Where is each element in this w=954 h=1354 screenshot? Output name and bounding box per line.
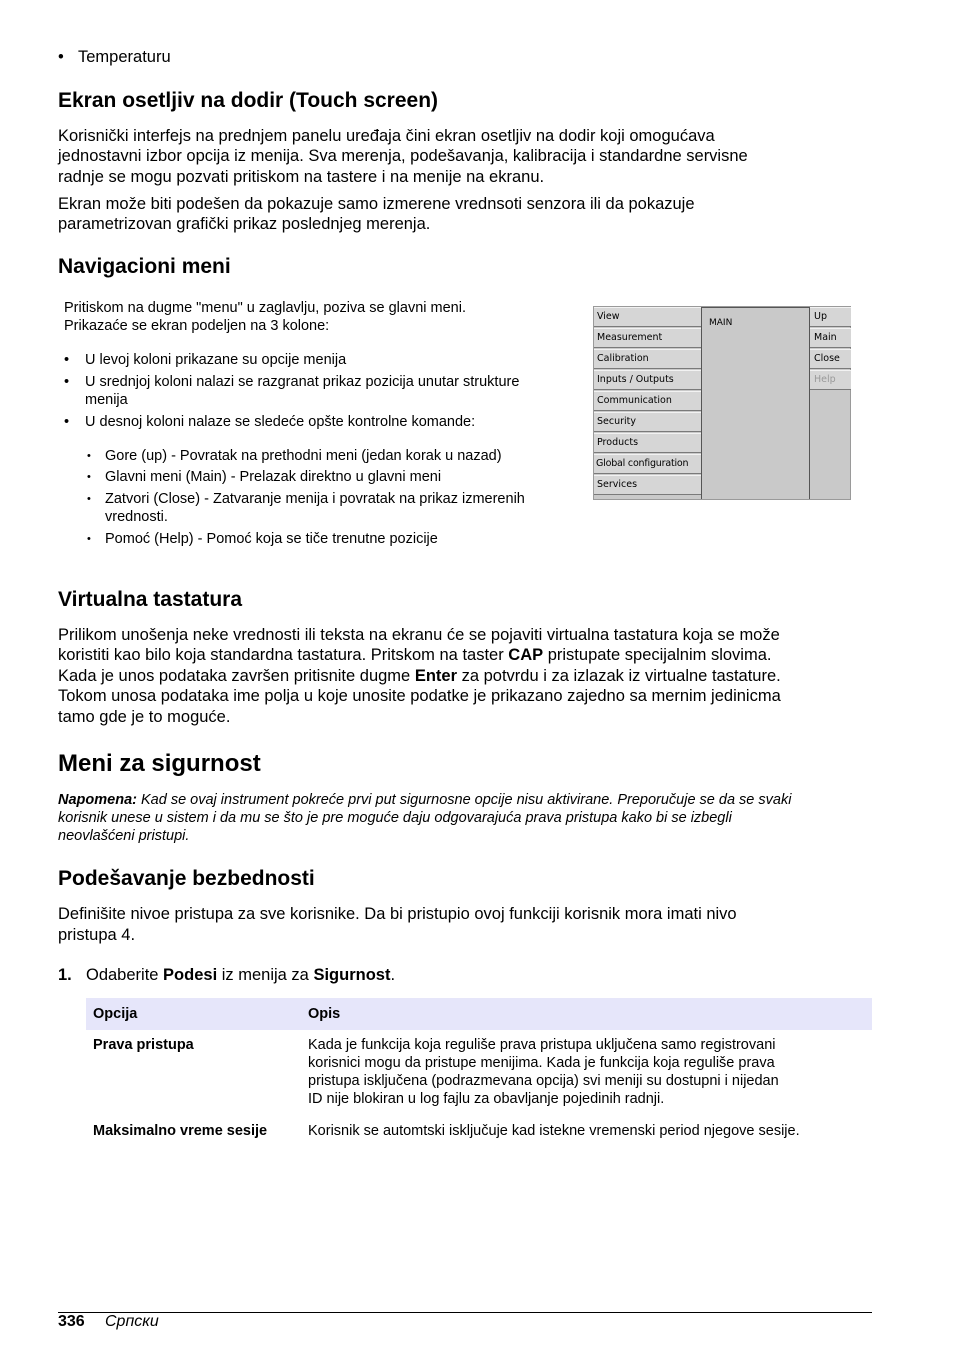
sub-bullet-up: Gore (up) - Povratak na prethodni meni (jedan korak u nazad) — [105, 448, 502, 464]
table-row-option: Prava pristupa — [93, 1037, 194, 1053]
virtual-paragraph-line — [58, 645, 771, 666]
menu-item-calibration[interactable]: Calibration — [594, 349, 701, 369]
menu-left-column — [594, 307, 702, 499]
step-text-part: Odaberite — [86, 966, 164, 984]
bullet-item — [58, 47, 64, 68]
table-row-desc-line: Kada je funkcija koja reguliše prava pristupa uključena samo registrovani — [308, 1037, 776, 1053]
step-sigurnost: Sigurnost — [313, 966, 391, 984]
note-label: Napomena: — [58, 792, 137, 808]
section-heading-navigation-menu: Navigacioni meni — [58, 255, 231, 278]
nav-bullet-middle-column: U srednjoj koloni nalazi se razgranat prikaz pozicija unutar strukture — [85, 374, 520, 390]
virtual-paragraph-line — [58, 666, 781, 687]
footer-divider — [58, 1312, 872, 1313]
menu-help-button[interactable]: Help — [810, 370, 851, 390]
table-row-desc-line: Korisnik se automtski isključuje kad istekne vremenski period njegove sesije. — [308, 1123, 800, 1139]
virtual-paragraph-line: Tokom unosa podataka ime polja u koje unosite podatke je prikazano zajedno sa mernim jedinicma — [58, 687, 781, 705]
sub-bullet-close: Zatvori (Close) - Zatvaranje menija i povratak na prikaz izmerenih — [105, 491, 525, 507]
virtual-text: pristupate specijalnim slovima. — [543, 646, 772, 664]
table-header-row — [86, 998, 872, 1030]
sub-bullet-dot: • — [87, 493, 91, 505]
step-podesi: Podesi — [163, 966, 218, 984]
menu-item-products[interactable]: Products — [594, 433, 701, 453]
page-number: 336 — [58, 1313, 85, 1330]
virtual-paragraph-line: Prilikom unošenja neke vrednosti ili teksta na ekranu će se pojaviti virtualna tastatura koja se može — [58, 626, 780, 644]
nav-intro-line: Pritiskom na dugme "menu" u zaglavlju, poziva se glavni meni. — [64, 300, 466, 316]
menu-right-column — [810, 307, 851, 499]
menu-up-button[interactable]: Up — [810, 307, 851, 327]
menu-item-services[interactable]: Services — [594, 475, 701, 495]
step-number: 1. — [58, 966, 72, 984]
table-row-desc-line: ID nije blokiran u log fajlu za obavljanje pojedinih radnji. — [308, 1091, 665, 1107]
bullet-dot: • — [64, 352, 70, 368]
setup-paragraph-line: Definišite nivoe pristupa za sve korisnike. Da bi pristupio ovoj funkciji korisnik mora imati nivo — [58, 905, 737, 923]
step-text — [86, 965, 395, 986]
bullet-dot: • — [58, 48, 64, 66]
section-heading-touch-screen: Ekran osetljiv na dodir (Touch screen) — [58, 89, 439, 112]
nav-bullet-left-column: U levoj koloni prikazane su opcije menija — [85, 352, 347, 368]
touch-paragraph-line: Korisnički interfejs na prednjem panelu uređaja čini ekran osetljiv na dodir koji omogućava — [58, 127, 715, 145]
virtual-paragraph-line: tamo gde je to moguće. — [58, 708, 231, 726]
table-row-desc-line: korisnici mogu da pristupe menijima. Kada je funkcija koja reguliše prava — [308, 1055, 775, 1071]
table-row-desc-line: pristupa isključena (podrazmevana opcija) svi meniji su dostupni i nijedan — [308, 1073, 779, 1089]
touch-paragraph-line: parametrizovan grafički prikaz poslednjeg merenja. — [58, 215, 431, 233]
menu-item-communication[interactable]: Communication — [594, 391, 701, 411]
bullet-dot: • — [64, 414, 70, 430]
nav-bullet-middle-column-cont: menija — [85, 392, 128, 408]
bullet-text-temperature: Temperaturu — [78, 48, 171, 66]
menu-middle-column — [701, 307, 810, 499]
virtual-text: za potvrdu i za izlazak iz virtualne tastature. — [457, 667, 781, 685]
menu-tree-main-label: MAIN — [709, 318, 733, 328]
section-heading-security-menu: Meni za sigurnost — [58, 750, 261, 777]
table-row-option: Maksimalno vreme sesije — [93, 1123, 268, 1139]
setup-paragraph-line: pristupa 4. — [58, 926, 136, 944]
bullet-dot: • — [64, 374, 70, 390]
section-heading-virtual-keyboard: Virtualna tastatura — [58, 588, 243, 611]
enter-key-label: Enter — [414, 667, 457, 685]
virtual-text: Kada je unos podataka završen pritisnite dugme — [58, 667, 415, 685]
touch-paragraph-line: radnje se mogu pozvati pritiskom na tastere i na menije na ekranu. — [58, 168, 545, 186]
menu-item-measurement[interactable]: Measurement — [594, 328, 701, 348]
menu-item-global-configuration[interactable]: Global configuration — [594, 454, 701, 474]
sub-bullet-main: Glavni meni (Main) - Prelazak direktno u glavni meni — [105, 469, 442, 485]
sub-bullet-dot: • — [87, 533, 91, 545]
security-note-line — [58, 791, 791, 809]
table-header-description: Opis — [308, 1006, 341, 1022]
menu-item-inputs-outputs[interactable]: Inputs / Outputs — [594, 370, 701, 390]
menu-item-view[interactable]: View — [594, 307, 701, 327]
touch-paragraph-line: jednostavni izbor opcija iz menija. Sva merenja, podešavanja, kalibracija i standardne servisne — [58, 147, 748, 165]
sub-bullet-help: Pomoć (Help) - Pomoć koja se tiče trenutne pozicije — [105, 531, 438, 547]
sub-bullet-close-cont: vrednosti. — [105, 509, 168, 525]
security-note-line: korisnik unese u sistem i da mu se što je pre moguće daju odgovarajuća prava pristupa kako bi se izbegli — [58, 810, 732, 826]
cap-key-label: CAP — [508, 646, 544, 664]
sub-bullet-dot: • — [87, 471, 91, 483]
sub-bullet-dot: • — [87, 450, 91, 462]
section-heading-security-setup: Podešavanje bezbednosti — [58, 867, 315, 890]
nav-intro-line: Prikazaće se ekran podeljen na 3 kolone: — [64, 318, 330, 334]
main-menu-figure — [593, 306, 851, 500]
step-text-part: . — [390, 966, 396, 984]
menu-close-button[interactable]: Close — [810, 349, 851, 369]
note-text: Kad se ovaj instrument pokreće prvi put sigurnosne opcije nisu aktivirane. Preporučuje se da se svaki — [136, 792, 792, 808]
security-note-line: neovlašćeni pristupi. — [58, 828, 190, 844]
nav-bullet-right-column: U desnoj koloni nalaze se sledeće opšte kontrolne komande: — [85, 414, 476, 430]
menu-item-security[interactable]: Security — [594, 412, 701, 432]
menu-main-button[interactable]: Main — [810, 328, 851, 348]
footer-language: Српски — [105, 1313, 159, 1330]
table-header-option: Opcija — [93, 1006, 138, 1022]
virtual-text: koristiti kao bilo koja standardna tastatura. Pritskom na taster — [58, 646, 509, 664]
touch-paragraph-line: Ekran može biti podešen da pokazuje samo izmerene vrednsoti senzora ili da pokazuje — [58, 195, 695, 213]
step-text-part: iz menija za — [217, 966, 314, 984]
